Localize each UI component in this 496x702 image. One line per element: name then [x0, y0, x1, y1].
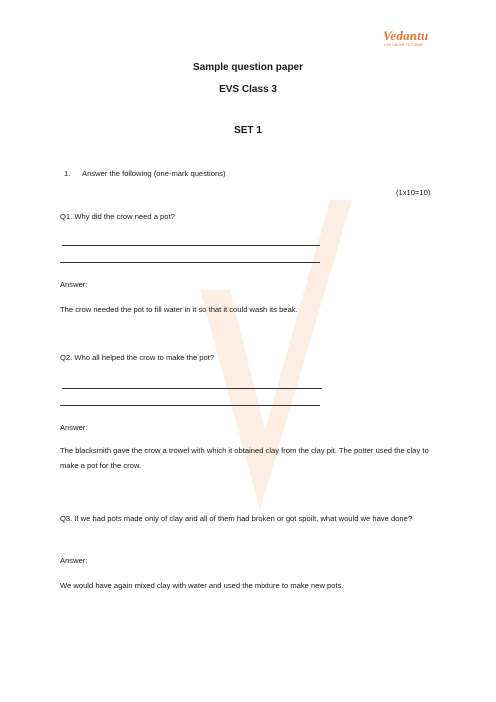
answer-1-label: Answer: — [60, 280, 88, 289]
set-heading: SET 1 — [234, 125, 262, 136]
section-marks: (1x10=10) — [396, 188, 431, 197]
section-instruction: Answer the following (one-mark questions) — [82, 169, 226, 178]
answer-3-text: We would have again mixed clay with water and used the mixture to make new pots. — [60, 581, 344, 590]
question-3: Q3. If we had pots made only of clay and all of them had broken or got spoilt, what would we have done? — [60, 514, 413, 523]
section-number: 1. — [64, 169, 71, 178]
paper-title: Sample question paper — [192, 62, 304, 73]
answer-1-text: The crow needed the pot to fill water in it so that it could wash its beak. — [60, 305, 298, 314]
logo-wordmark: Vedantu — [383, 28, 429, 43]
answer-2-label: Answer: — [60, 423, 88, 432]
answer-line — [60, 405, 320, 406]
answer-line — [62, 245, 320, 246]
paper-subtitle: EVS Class 3 — [219, 84, 277, 95]
answer-line — [60, 262, 320, 263]
question-1: Q1. Why did the crow need a pot? — [60, 212, 175, 221]
logo-tagline: LIVE ONLINE TUTORING — [384, 43, 424, 47]
answer-3-label: Answer: — [60, 556, 88, 565]
answer-2-text: The blacksmith gave the crow a trowel with which it obtained clay from the clay pit. The potter used the clay to make a pot for the crow. — [60, 446, 429, 470]
question-2: Q2. Who all helped the crow to make the pot? — [60, 353, 215, 362]
answer-line — [62, 388, 322, 389]
vedantu-logo — [383, 28, 433, 50]
